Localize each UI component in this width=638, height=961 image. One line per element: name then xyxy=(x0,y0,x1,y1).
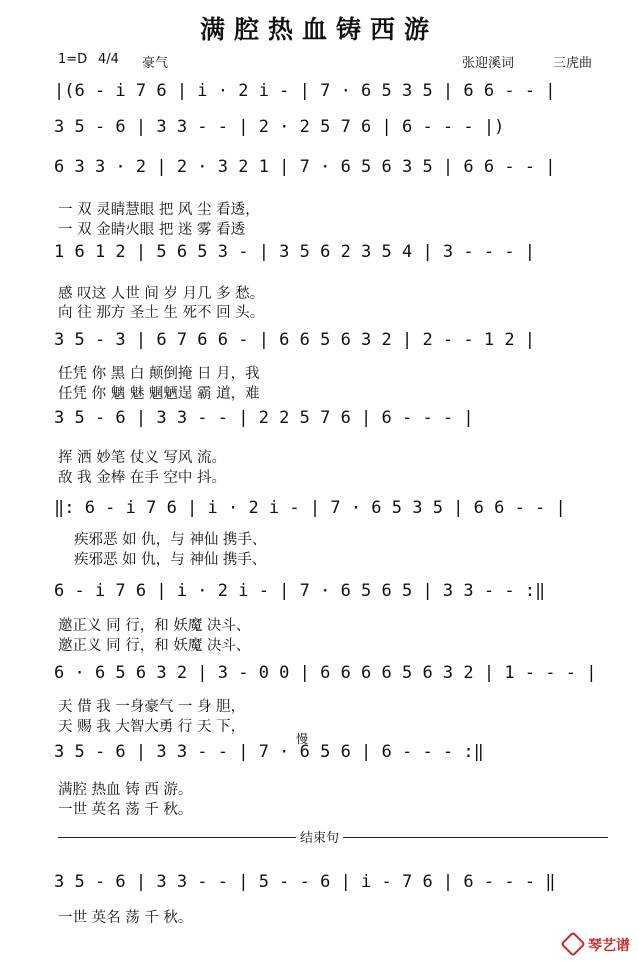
notation-line: 3 5 - 3 | 6 7 6 6 - | 6 6 5 6 3 2 | 2 - - 1 2 | xyxy=(54,330,536,350)
lyric-line: 挥 洒 妙笔 仗义 写风 流。 xyxy=(58,450,227,466)
notation-line: |(6 - i 7 6 | i · 2 i - | 7 · 6 5 3 5 | 6 6 - - | xyxy=(54,81,556,101)
lyric-line: 疾邪恶 如 仇，与 神仙 携手、 xyxy=(74,532,267,548)
slow-mark: 慢 xyxy=(296,732,309,746)
tempo-mood: 豪气 xyxy=(142,56,169,71)
watermark-logo xyxy=(564,935,630,955)
song-title: 满腔热血铸西游 xyxy=(199,15,438,44)
lyric-line: 邀正义 同 行，和 妖魔 决斗、 xyxy=(58,638,251,654)
lyric-line: 满腔 热血 铸 西 游。 xyxy=(58,782,193,798)
lyric-line: 一世 英名 荡 千 秋。 xyxy=(58,802,193,818)
notation-line: ‖: 6 - i 7 6 | i · 2 i - | 7 · 6 5 3 5 | 6 6 - - | xyxy=(54,498,566,518)
notation-line: 6 · 6 5 6 3 2 | 3 - 0 0 | 6 6 6 6 5 6 3 2 | 1 - - - | xyxy=(54,663,597,683)
lyric-line: 天 赐 我 大智大勇 行 天 下， xyxy=(58,719,246,735)
ending-label: 结束句 xyxy=(296,827,343,846)
notation-line: 6 3 3 · 2 | 2 · 3 2 1 | 7 · 6 5 6 3 5 | 6 6 - - | xyxy=(54,157,556,177)
lyric-line: 疾邪恶 如 仇，与 神仙 携手、 xyxy=(74,552,267,568)
lyric-line: 任凭 你 魑 魅 魍魉逞 霸 道，难 xyxy=(58,386,260,402)
notation-line: 3 5 - 6 | 3 3 - - | 2 2 5 7 6 | 6 - - - | xyxy=(54,408,474,428)
lyricist: 张迎溪词 xyxy=(462,56,515,71)
lyric-line: 任凭 你 黑 白 颠倒掩 日 月，我 xyxy=(58,366,260,382)
lyric-line: 一 双 金睛火眼 把 迷 雾 看透 xyxy=(58,222,246,238)
time-signature: 4/4 xyxy=(98,52,119,67)
notation-line: 3 5 - 6 | 3 3 - - | 5 - - 6 | i - 7 6 | 6 - - - ‖ xyxy=(54,872,556,892)
lyric-line: 邀正义 同 行，和 妖魔 决斗、 xyxy=(58,618,251,634)
lyric-line: 天 借 我 一身豪气 一 身 胆， xyxy=(58,699,246,715)
watermark-text: 琴艺谱 xyxy=(588,938,630,954)
notation-line: 3 5 - 6 | 3 3 - - | 2 · 2 5 7 6 | 6 - - - |) xyxy=(54,117,505,137)
key-signature: 1=D xyxy=(58,52,88,67)
notation-line: 3 5 - 6 | 3 3 - - | 7 · 6 5 6 | 6 - - - :‖ xyxy=(54,742,484,762)
lyric-line: 一 双 灵睛慧眼 把 风 尘 看透， xyxy=(58,202,260,218)
lyric-line: 一世 英名 荡 千 秋。 xyxy=(58,910,193,926)
logo-icon xyxy=(560,931,585,956)
lyric-line: 敌 我 金棒 在手 空中 抖。 xyxy=(58,470,227,486)
notation-line: 6 - i 7 6 | i · 2 i - | 7 · 6 5 6 5 | 3 3 - - :‖ xyxy=(54,581,546,601)
lyric-line: 感 叹这 人世 间 岁 月几 多 愁。 xyxy=(58,286,265,302)
lyric-line: 向 往 那方 圣土 生 死不 回 头。 xyxy=(58,305,265,321)
composer: 三虎曲 xyxy=(553,56,593,71)
notation-line: 1 6 1 2 | 5 6 5 3 - | 3 5 6 2 3 5 4 | 3 - - - | xyxy=(54,242,536,262)
